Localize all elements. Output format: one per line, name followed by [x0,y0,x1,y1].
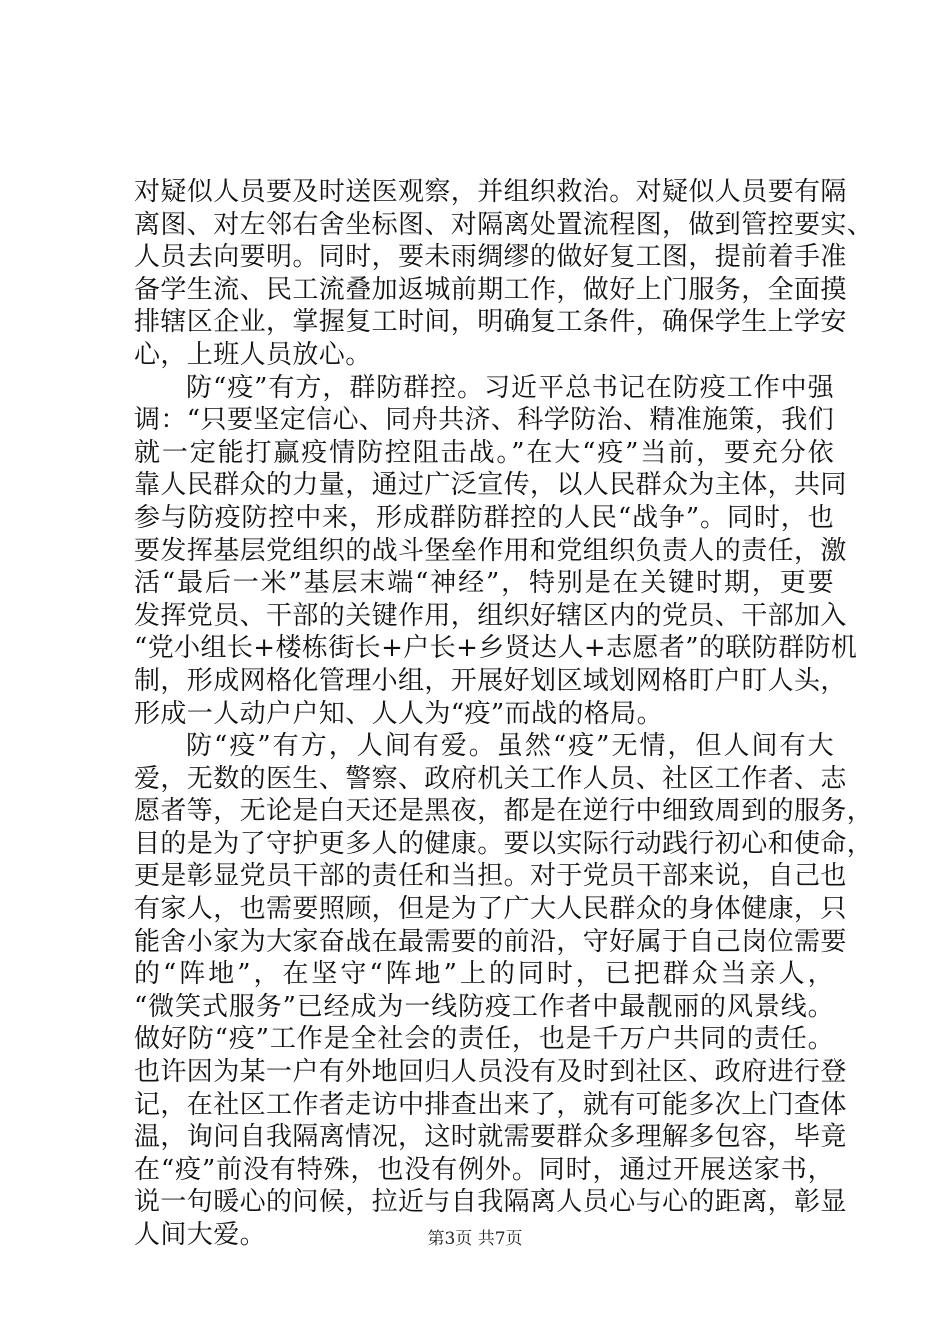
body-text [134,176,874,1252]
text-line: 就一定能打赢疫情防控阻击战。”在大“疫”当前，要充分依 [134,437,834,468]
text-line: 防“疫”有方，群防群控。习近平总书记在防疫工作中强 [186,372,834,403]
text-line: 备学生流、民工流叠加返城前期工作，做好上门服务，全面摸 [134,274,847,305]
text-line: 活“最后一米”基层末端“神经”，特别是在关键时期，更要 [134,568,834,599]
text-line: 心，上班人员放心。 [134,339,372,370]
text-line: 能舍小家为大家奋战在最需要的前沿，守好属于自己岗位需要 [134,926,847,957]
text-line: 形成一人动户户知、人人为“疫”而战的格局。 [134,698,663,729]
text-line: 更是彰显党员干部的责任和当担。对于党员干部来说，自己也 [134,861,847,892]
text-line: 也许因为某一户有外地回归人员没有及时到社区、政府进行登 [134,1057,847,1088]
text-line: 离图、对左邻右舍坐标图、对隔离处置流程图，做到管控要实、 [134,209,874,240]
text-line: 对疑似人员要及时送医观察，并组织救治。对疑似人员要有隔 [134,177,847,207]
text-line: 制，形成网格化管理小组，开展好划区域划网格盯户盯人头， [134,665,847,696]
text-line: 要发挥基层党组织的战斗堡垒作用和党组织负责人的责任，激 [134,535,847,566]
text-line: 防“疫”有方，人间有爱。虽然“疫”无情，但人间有大 [186,731,834,762]
text-line: 参与防疫防控中来，形成群防群控的人民“战争”。同时，也 [134,502,834,533]
page-footer: 第3页 共7页 [427,1229,523,1249]
text-line: 发挥党员、干部的关键作用，组织好辖区内的党员、干部加入 [134,600,847,631]
text-line: 做好防“疫”工作是全社会的责任，也是千万户共同的责任。 [134,1024,834,1055]
text-line: “微笑式服务”已经成为一线防疫工作者中最靓丽的风景线。 [134,991,834,1022]
text-line: 记，在社区工作者走访中排查出来了，就有可能多次上门查体 [134,1089,847,1120]
text-line: 调：“只要坚定信心、同舟共济、科学防治、精准施策，我们 [134,405,835,436]
text-line: 靠人民群众的力量，通过广泛宣传，以人民群众为主体，共同 [134,470,847,501]
text-line: 爱，无数的医生、警察、政府机关工作人员、社区工作者、志 [134,763,847,794]
text-line: 愿者等，无论是白天还是黑夜，都是在逆行中细致周到的服务， [134,796,874,827]
text-line: 排辖区企业，掌握复工时间，明确复工条件，确保学生上学安 [134,307,847,338]
text-line: “党小组长+楼栋街长+户长+乡贤达人+志愿者”的联防群防机 [134,633,858,664]
text-line: 温，询问自我隔离情况，这时就需要群众多理解多包容，毕竟 [134,1122,847,1153]
text-line: 的“阵地”，在坚守“阵地”上的同时，已把群众当亲人， [134,959,834,990]
text-line: 目的是为了守护更多人的健康。要以实际行动践行初心和使命， [134,828,874,859]
text-line: 人间大爱。 [134,1220,267,1250]
text-line: 有家人，也需要照顾，但是为了广大人民群众的身体健康，只 [134,894,847,925]
text-line: 说一句暖心的问候，拉近与自我隔离人员心与心的距离，彰显 [134,1187,847,1218]
text-line: 人员去向要明。同时，要未雨绸缪的做好复工图，提前着手准 [134,242,847,273]
text-line: 在“疫”前没有特殊，也没有例外。同时，通过开展送家书， [134,1154,834,1185]
